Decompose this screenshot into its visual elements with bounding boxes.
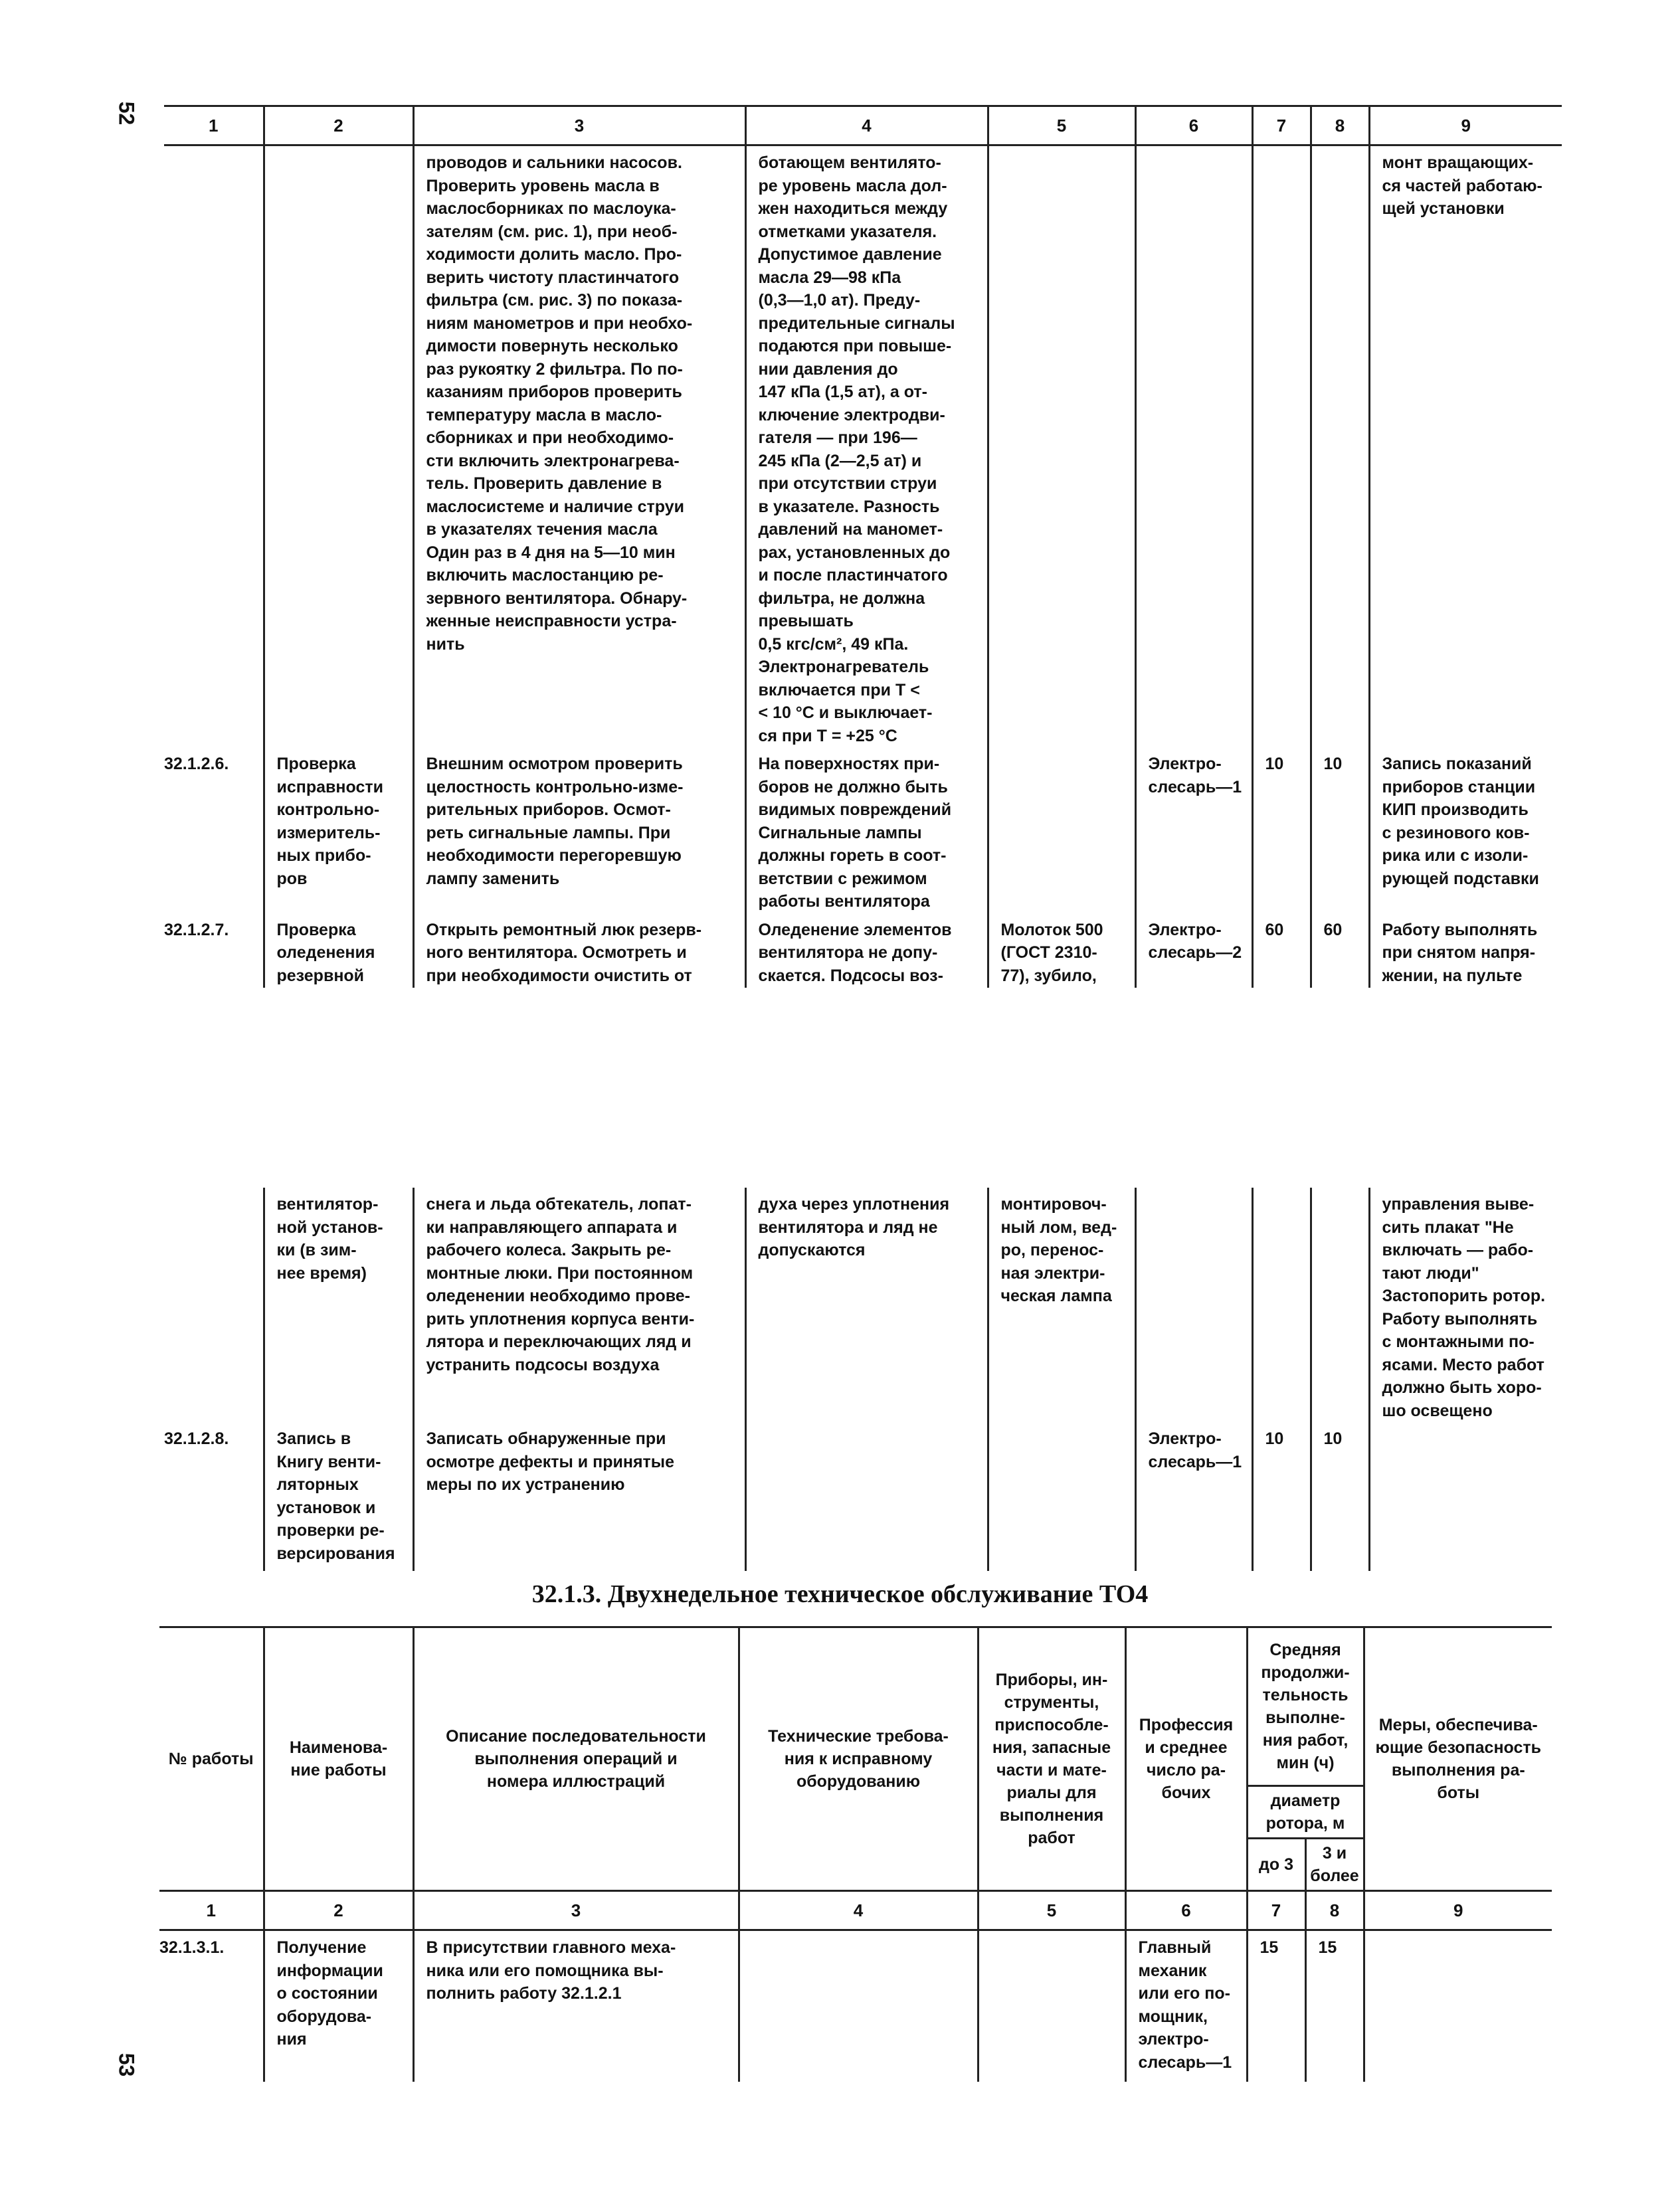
middle-table (164, 1188, 1562, 1571)
header-diameter-small: до 3 (1247, 1839, 1305, 1891)
work-description: проводов и сальники насосов. Проверить уровень масла в маслосборниках по маслоука- зателям (см. рис. 1), при необ- ходимости долить масло. Про- верить чистоту пластинчатого фильтра (см. рис. 3) по показа- ниям манометров и при необхо- димости повернуть несколько раз рукоятку 2 фильтра. По по- казаниям приборов проверить температуру масла в масло- сборниках и при необходимо- сти включить электронагрева- тель. Проверить давление в маслосистеме и наличие струи в указателях течения масла Один раз в 4 дня на 5—10 мин включить маслостанцию ре- зервного вентилятора. Обнару- женные неисправности устра- нить (426, 153, 693, 654)
work-name: Проверка оледенения резервной (276, 920, 375, 985)
section-title: 32.1.3. Двухнедельное техническое обслуживание ТО4 (531, 1580, 1149, 1608)
tools: монтировоч- ный лом, вед- ро, перенос- ная электри- ческая лампа (1000, 1195, 1117, 1305)
profession (1137, 146, 1252, 151)
column-numbers-row (159, 1891, 1552, 1930)
duration-large: 60 (1323, 920, 1343, 939)
duration-large: 15 (1318, 1938, 1337, 1957)
work-number: 32.1.2.8. (164, 1429, 229, 1448)
technical-requirements (740, 1931, 977, 1936)
profession: Электро- слесарь—1 (1148, 1429, 1242, 1471)
col-number: 3 (413, 1891, 739, 1930)
technical-requirements (747, 1422, 987, 1427)
col-number: 6 (1125, 1891, 1247, 1930)
tools: Молоток 500 (ГОСТ 2310- 77), зубило, (1000, 920, 1103, 985)
upper-table (164, 105, 1562, 988)
technical-requirements: Оледенение элементов вентилятора не допу- скается. Подсосы воз- (758, 920, 952, 985)
safety-measures: Запись показаний приборов станции КИП производить с резинового ков- рика или с изоли- рующей подставки (1382, 755, 1539, 888)
duration-small (1254, 146, 1310, 151)
duration-large (1312, 1188, 1368, 1193)
work-name: Получение информации о состоянии оборудова- ния (276, 1938, 383, 2049)
tools (979, 1931, 1125, 1936)
lower-table (159, 1626, 1552, 2082)
table-row (164, 145, 1562, 748)
profession (1137, 1188, 1252, 1193)
work-description: Внешним осмотром проверить целостность контрольно-изме- рительных приборов. Осмот- реть сигнальные лампы. При необходимости перегоревшую лампу заменить (426, 755, 684, 888)
tools (989, 1422, 1135, 1427)
page-number-bottom: 53 (114, 2053, 139, 2077)
table-row (164, 913, 1562, 988)
work-description: Записать обнаруженные при осмотре дефекты и принятые меры по их устранению (426, 1429, 675, 1494)
col-number: 5 (988, 106, 1135, 145)
col-number: 3 (413, 106, 745, 145)
col-number: 2 (264, 1891, 413, 1930)
work-number: 32.1.3.1. (159, 1938, 225, 1957)
col-number: 7 (1247, 1891, 1305, 1930)
safety-measures (1370, 1422, 1562, 1427)
col-number: 4 (745, 106, 988, 145)
work-number: 32.1.2.7. (164, 920, 229, 939)
duration-small: 10 (1265, 755, 1284, 773)
col-number: 1 (159, 1891, 264, 1930)
table-row (164, 1422, 1562, 1571)
header-tools: Приборы, ин- струменты, приспособле- ния, запасные части и мате- риалы для выполнения работ (978, 1627, 1125, 1891)
header-requirements: Технические требова- ния к исправному оборудованию (739, 1627, 978, 1891)
page-number-top: 52 (114, 101, 139, 126)
column-numbers-row (164, 106, 1562, 145)
header-description: Описание последовательности выполнения операций и номера иллюстраций (413, 1627, 739, 1891)
table-row (164, 747, 1562, 913)
col-number: 8 (1305, 1891, 1364, 1930)
table-row (159, 1930, 1552, 2082)
col-number: 5 (978, 1891, 1125, 1930)
header-name: Наименова- ние работы (264, 1627, 413, 1891)
work-number (164, 1188, 263, 1193)
duration-large: 10 (1323, 755, 1343, 773)
technical-requirements: На поверхностях при- боров не должно быть видимых повреждений Сигнальные лампы должны гореть в соот- ветствии с режимом работы вентилятора (758, 755, 952, 911)
safety-measures: монт вращающих- ся частей работаю- щей установки (1382, 153, 1542, 218)
work-name: Запись в Книгу венти- ляторных установок и проверки ре- версирования (276, 1429, 395, 1563)
work-number: 32.1.2.6. (164, 755, 229, 773)
technical-requirements: ботающем вентилято- ре уровень масла дол- жен находиться между отметками указателя. Допустимое давление масла 29—98 кПа (0,3—1,0 ат). Преду- предительные сигналы подаются при повыше- нии давления до 147 кПа (1,5 ат), а от- ключение электродви- гателя — при 196— 245 кПа (2—2,5 ат) и при отсутствии струи в указателе. Разность давлений на маномет- рах, установленных до и после пластинчатого фильтра, не должна превышать 0,5 кгс/см², 49 кПа. Электронагреватель включается при Т < < 10 °С и выключает- ся при Т = +25 °С (758, 153, 955, 745)
work-description: Открыть ремонтный люк резерв- ного вентилятора. Осмотреть и при необходимости очистить от (426, 920, 702, 985)
col-number: 2 (264, 106, 413, 145)
safety-measures: управления выве- сить плакат "Не включать — рабо- тают люди" Застопорить ротор. Работу выполнять с монтажными по- ясами. Место работ должно быть хоро- шо освещено (1382, 1195, 1546, 1420)
work-name: Проверка исправности контрольно- измеритель- ных прибо- ров (276, 755, 383, 888)
col-number: 8 (1311, 106, 1369, 145)
profession: Электро- слесарь—2 (1148, 920, 1242, 962)
duration-large (1312, 146, 1368, 151)
profession: Главный механик или его по- мощник, электро- слесарь—1 (1138, 1938, 1232, 2072)
col-number: 9 (1364, 1891, 1552, 1930)
duration-small: 15 (1260, 1938, 1279, 1957)
header-num: № работы (159, 1627, 264, 1891)
technical-requirements: духа через уплотнения вентилятора и ляд не допускаются (758, 1195, 950, 1259)
duration-large: 10 (1323, 1429, 1343, 1448)
work-description: снега и льда обтекатель, лопат- ки направляющего аппарата и рабочего колеса. Закрыть ре- монтные люки. При постоянном оледенении необходимо прове- рить уплотнения корпуса венти- лятора и переключающих ляд и устранить подсосы воздуха (426, 1195, 695, 1374)
safety-measures: Работу выполнять при снятом напря- жении, на пульте (1382, 920, 1538, 985)
work-name: вентилятор- ной установ- ки (в зим- нее время) (276, 1195, 383, 1283)
tools (989, 747, 1135, 753)
header-profession: Профессия и среднее число ра- бочих (1125, 1627, 1247, 1891)
header-row (159, 1627, 1552, 1786)
header-duration: Средняя продолжи- тельность выполне- ния работ, мин (ч) (1247, 1627, 1364, 1786)
safety-measures (1365, 1931, 1552, 1936)
table-row (164, 1188, 1562, 1422)
col-number: 1 (164, 106, 264, 145)
header-diameter-large: 3 и более (1305, 1839, 1364, 1891)
duration-small: 10 (1265, 1429, 1284, 1448)
header-safety: Меры, обеспечива- ющие безопасность выполнения ра- боты (1364, 1627, 1552, 1891)
header-diameter: диаметр ротора, м (1247, 1786, 1364, 1839)
profession: Электро- слесарь—1 (1148, 755, 1242, 796)
tools (989, 146, 1135, 151)
col-number: 4 (739, 1891, 978, 1930)
duration-small (1254, 1188, 1310, 1193)
col-number: 7 (1252, 106, 1311, 145)
duration-small: 60 (1265, 920, 1284, 939)
work-number (164, 146, 263, 151)
work-description: В присутствии главного меха- ника или его помощника вы- полнить работу 32.1.2.1 (426, 1938, 676, 2003)
col-number: 6 (1135, 106, 1252, 145)
work-name (265, 146, 413, 151)
col-number: 9 (1369, 106, 1562, 145)
